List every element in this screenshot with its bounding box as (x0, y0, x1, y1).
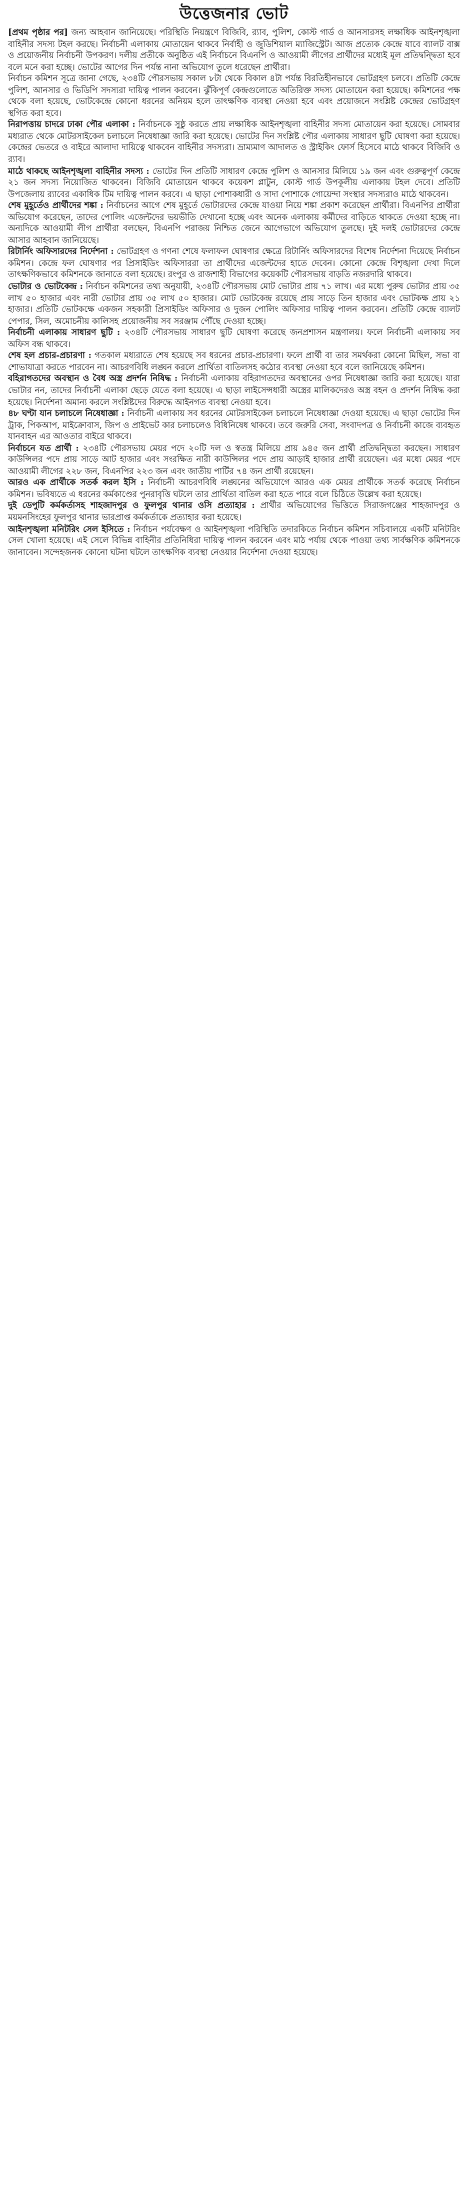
paragraph-subhead: [প্রথম পৃষ্ঠার পর] (8, 27, 68, 37)
paragraph-subhead: মাঠে থাকছে আইনশৃঙ্খলা বাহিনীর সদস্য : (8, 165, 150, 176)
article-paragraph (8, 408, 460, 443)
paragraph-subhead: বহিরাগতদের অবস্থান ও বৈধ অস্ত্র প্রদর্শন নিষিদ্ধ : (8, 373, 178, 384)
article-headline: উত্তেজনার ভোট (179, 4, 289, 23)
paragraph-text: নির্বাচন কমিশন সূত্রে জানা গেছে, ২৩৪টি পৌরসভায় সকাল ৮টা থেকে বিকাল ৪টা পর্যন্ত বিরতিহীনভাবে ভোটগ্রহণ চলবে। প্রতিটি কেন্দ্রে পুলিশ, আনসার ও ভিডিপি সদস্যরা দায়িত্ব পালন করবেন। ঝুঁকিপূর্ণ কেন্দ্রগুলোতে অতিরিক্ত সদস্য মোতায়েন করা হয়েছে। কমিশনের পক্ষ থেকে বলা হয়েছে, ভোটকেন্দ্রে কোনো ধরনের অনিয়ম হলে তাৎক্ষণিক ব্যবস্থা নেওয়া হবে এবং প্রয়োজনে সংশ্লিষ্ট কেন্দ্রের ভোটগ্রহণ স্থগিত করা হবে। (8, 73, 460, 118)
paragraph-text: নির্বাচন কমিশনের তথ্য অনুযায়ী, ২৩৪টি পৌরসভায় মোট ভোটার প্রায় ৭১ লাখ। এর মধ্যে পুরুষ ভোটার প্রায় ৩৫ লাখ ৫০ হাজার এবং নারী ভোটার প্রায় ৩৫ লাখ ৫০ হাজার। মোট ভোটকেন্দ্র রয়েছে প্রায় সাড়ে তিন হাজার এবং ভোটকক্ষ প্রায় ২১ হাজার। প্রতিটি ভোটকক্ষে একজন সহকারী প্রিসাইডিং অফিসার ও দুজন পোলিং অফিসার দায়িত্ব পালন করবেন। প্রতিটি কেন্দ্রে ব্যালট পেপার, সিল, অমোচনীয় কালিসহ প্রয়োজনীয় সব সরঞ্জাম পৌঁছে দেওয়া হচ্ছে। (8, 281, 460, 326)
paragraph-subhead: রিটার্নিং অফিসারদের নির্দেশনা : (8, 246, 114, 257)
newspaper-page (0, 0, 468, 558)
paragraph-subhead: শেষ মুহূর্তেও প্রার্থীদের শঙ্কা : (8, 200, 104, 211)
article-paragraph (8, 73, 460, 119)
paragraph-subhead: ৪৮ ঘণ্টা যান চলাচলে নিষেধাজ্ঞা : (8, 408, 125, 419)
article-paragraph (8, 166, 460, 201)
article-paragraph (8, 443, 460, 478)
paragraph-text: প্রার্থীর অভিযোগের ভিত্তিতে সিরাজগঞ্জের শাহজাদপুর ও ময়মনসিংহের ফুলপুর থানার ভারপ্রাপ্ত কর্মকর্তাকে প্রত্যাহার করা হয়েছে। (8, 500, 460, 522)
article-paragraph (8, 119, 460, 165)
paragraph-text: নির্বাচনী আচরণবিধি লঙ্ঘনের অভিযোগে আরও এক মেয়র প্রার্থীকে সতর্ক করেছে নির্বাচন কমিশন। ভবিষ্যতে এ ধরনের কর্মকাণ্ডের পুনরাবৃত্তি ঘটলে তার প্রার্থিতা বাতিল করা হতে পারে বলে চিঠিতে উল্লেখ করা হয়েছে। (8, 477, 461, 499)
paragraph-subhead: নির্বাচনে যত প্রার্থী : (8, 442, 79, 453)
paragraph-subhead: ভোটার ও ভোটকেন্দ্র : (8, 281, 83, 292)
paragraph-text: নির্বাচনী এলাকায় বহিরাগতদের অবস্থানের ওপর নিষেধাজ্ঞা জারি করা হয়েছে। যারা ভোটার নন, তাদের নির্বাচনী এলাকা ছেড়ে যেতে বলা হয়েছে। এ ছাড়া লাইসেন্সধারী অস্ত্রের মালিকদেরও অস্ত্র বহন ও প্রদর্শন নিষিদ্ধ করা হয়েছে। নির্দেশনা অমান্য করলে সংশ্লিষ্টদের বিরুদ্ধে আইনগত ব্যবস্থা নেওয়া হবে। (8, 373, 460, 407)
paragraph-text: নির্বাচন পর্যবেক্ষণ ও আইনশৃঙ্খলা পরিস্থিতি তদারকিতে নির্বাচন কমিশন সচিবালয়ে একটি মনিটরিং সেল খোলা হয়েছে। এই সেলে বিভিন্ন বাহিনীর প্রতিনিধিরা দায়িত্ব পালন করবেন এবং মাঠ পর্যায় থেকে পাওয়া তথ্য সার্বক্ষণিক কমিশনকে জানাবেন। সন্দেহজনক কোনো ঘটনা ঘটলে তাৎক্ষণিক ব্যবস্থা নেওয়ার নির্দেশনা দেওয়া হয়েছে। (8, 523, 460, 557)
paragraph-text: ২৩৪টি পৌরসভায় মেয়র পদে ২০টি দল ও স্বতন্ত্র মিলিয়ে প্রায় ৯৪৫ জন প্রার্থী প্রতিদ্বন্দ্বিতা করছেন। সাধারণ কাউন্সিলর পদে প্রায় সাড়ে আট হাজার এবং সংরক্ষিত নারী কাউন্সিলর পদে প্রায় আড়াই হাজার প্রার্থী রয়েছেন। এর মধ্যে মেয়র পদে আওয়ামী লীগের ২২৮ জন, বিএনপির ২২৩ জন এবং জাতীয় পার্টির ৭৪ জন প্রার্থী রয়েছেন। (8, 442, 460, 476)
paragraph-subhead: আরও এক প্রার্থীকে সতর্ক করল ইসি : (8, 477, 144, 488)
paragraph-subhead: নিরাপত্তায় চাদরে ঢাকা পৌর এলাকা : (8, 119, 136, 130)
paragraph-subhead: আইনশৃঙ্খলা মনিটরিং সেল ইসিতে : (8, 523, 131, 534)
paragraph-text: নির্বাচনকে সুষ্ঠু করতে প্রায় লক্ষাধিক আইনশৃঙ্খলা বাহিনীর সদস্য মোতায়েন করা হয়েছে। সোমবার মধ্যরাত থেকে মোটরসাইকেল চলাচলে নিষেধাজ্ঞা জারি করা হয়েছে। ভোটের দিন সংশ্লিষ্ট পৌর এলাকায় সাধারণ ছুটি ঘোষণা করা হয়েছে। কেন্দ্রের ভেতরে ও বাইরে আলাদা দায়িত্বে থাকবেন বাহিনীর সদস্যরা। ভ্রাম্যমাণ আদালত ও স্ট্রাইকিং ফোর্স হিসেবে মাঠে থাকবে বিজিবি ও র‌্যাব। (8, 119, 460, 165)
paragraph-subhead: নির্বাচনী এলাকায় সাধারণ ছুটি : (8, 327, 121, 338)
paragraph-text: ২৩৪টি পৌরসভায় সাধারণ ছুটি ঘোষণা করেছে জনপ্রশাসন মন্ত্রণালয়। ফলে নির্বাচনী এলাকায় সব অফিস বন্ধ থাকবে। (8, 327, 460, 349)
article-paragraph (8, 373, 460, 408)
article-body (8, 27, 460, 558)
paragraph-subhead: দুই ডেপুটি কর্মকর্তাসহ শাহজাদপুর ও ফুলপুর থানার ওসি প্রত্যাহার : (8, 500, 255, 511)
article-paragraph (8, 350, 460, 373)
paragraph-subhead: শেষ হল প্রচার-প্রচারণা : (8, 350, 92, 361)
article-paragraph (8, 281, 460, 327)
article-paragraph (8, 327, 460, 350)
paragraph-text: ভোটগ্রহণ ও গণনা শেষে ফলাফল ঘোষণার ক্ষেত্রে রিটার্নিং অফিসারদের বিশেষ নির্দেশনা দিয়েছে নির্বাচন কমিশন। কেন্দ্রে ফল ঘোষণার পর প্রিসাইডিং অফিসাররা তা প্রার্থীদের এজেন্টদের হাতে দেবেন। কোনো কেন্দ্রে বিশৃঙ্খলা দেখা দিলে তাৎক্ষণিকভাবে কমিশনকে জানাতে বলা হয়েছে। রংপুর ও রাজশাহী বিভাগের কয়েকটি পৌরসভায় বাড়তি নজরদারি থাকবে। (8, 246, 460, 280)
paragraph-text: নির্বাচনী এলাকায় সব ধরনের মোটরসাইকেল চলাচলে নিষেধাজ্ঞা দেওয়া হয়েছে। এ ছাড়া ভোটের দিন ট্রাক, পিকআপ, মাইক্রোবাস, জিপ ও প্রাইভেট কার চলাচলেও বিধিনিষেধ থাকবে। তবে জরুরি সেবা, সংবাদপত্র ও নির্বাচনী কাজে ব্যবহৃত যানবাহন এর আওতার বাইরে থাকবে। (8, 408, 460, 442)
article-paragraph (8, 500, 460, 523)
paragraph-text: জন্য আহবান জানিয়েছে। পরিস্থিতি নিয়ন্ত্রণে বিজিবি, র‌্যাব, পুলিশ, কোস্ট গার্ড ও আনসারসহ লক্ষাধিক আইনশৃঙ্খলা বাহিনীর সদস্য টহল করছে। নির্বাচনী এলাকায় মোতায়েন থাকবে নির্বাহী ও জুডিশিয়াল ম্যাজিস্ট্রেট। আজ প্রত্যেক কেন্দ্রে যাবে ব্যালট বাক্স ও প্রয়োজনীয় নির্বাচনী উপকরণ। দলীয় প্রতীকে অনুষ্ঠিত এই নির্বাচনে বিএনপি ও আওয়ামী লীগের প্রার্থীদের মধ্যেই মূল প্রতিদ্বন্দ্বিতা হবে বলে মনে করা হচ্ছে। ভোটের আগের দিন পর্যন্ত নানা অভিযোগ তুলে ধরেছেন প্রার্থীরা। (8, 27, 460, 72)
article-paragraph (8, 246, 460, 281)
article-paragraph (8, 200, 460, 246)
paragraph-text: গতকাল মধ্যরাতে শেষ হয়েছে সব ধরনের প্রচার-প্রচারণা। ফলে প্রার্থী বা তার সমর্থকরা কোনো মিছিল, সভা বা শোভাযাত্রা করতে পারবেন না। আচরণবিধি লঙ্ঘন করলে প্রার্থিতা বাতিলসহ কঠোর ব্যবস্থা নেওয়া হবে বলে জানিয়েছে কমিশন। (8, 350, 460, 372)
paragraph-text: ভোটের দিন প্রতিটি সাধারণ কেন্দ্রে পুলিশ ও আনসার মিলিয়ে ১৯ জন এবং গুরুত্বপূর্ণ কেন্দ্রে ২১ জন সদস্য নিয়োজিত থাকবেন। বিজিবি মোতায়েন থাকবে কয়েকশ প্লাটুন, কোস্ট গার্ড উপকূলীয় এলাকায় টহল দেবে। প্রতিটি উপজেলায় র‌্যাবের একাধিক টিম দায়িত্ব পালন করবে। এ ছাড়া পোশাকধারী ও সাদা পোশাকে গোয়েন্দা সংস্থার সদস্যরাও মাঠে থাকবেন। (8, 165, 460, 199)
article-paragraph (8, 27, 460, 73)
paragraph-text: নির্বাচনের আগে শেষ মুহূর্তে ভোটারদের কেন্দ্রে যাওয়া নিয়ে শঙ্কা প্রকাশ করেছেন প্রার্থীরা। বিএনপির প্রার্থীরা অভিযোগ করেছেন, তাদের পোলিং এজেন্টদের ভয়ভীতি দেখানো হচ্ছে এবং অনেক এলাকায় কর্মীদের বাড়িতে থাকতে দেওয়া হচ্ছে না। অন্যদিকে আওয়ামী লীগ প্রার্থীরা বলছেন, বিএনপি পরাজয় নিশ্চিত জেনে আগেভাগে অভিযোগ তুলছে। দুই দলই ভোটারদের কেন্দ্রে আসার আহবান জানিয়েছে। (8, 200, 460, 245)
article-paragraph (8, 524, 460, 559)
article-paragraph (8, 477, 460, 500)
